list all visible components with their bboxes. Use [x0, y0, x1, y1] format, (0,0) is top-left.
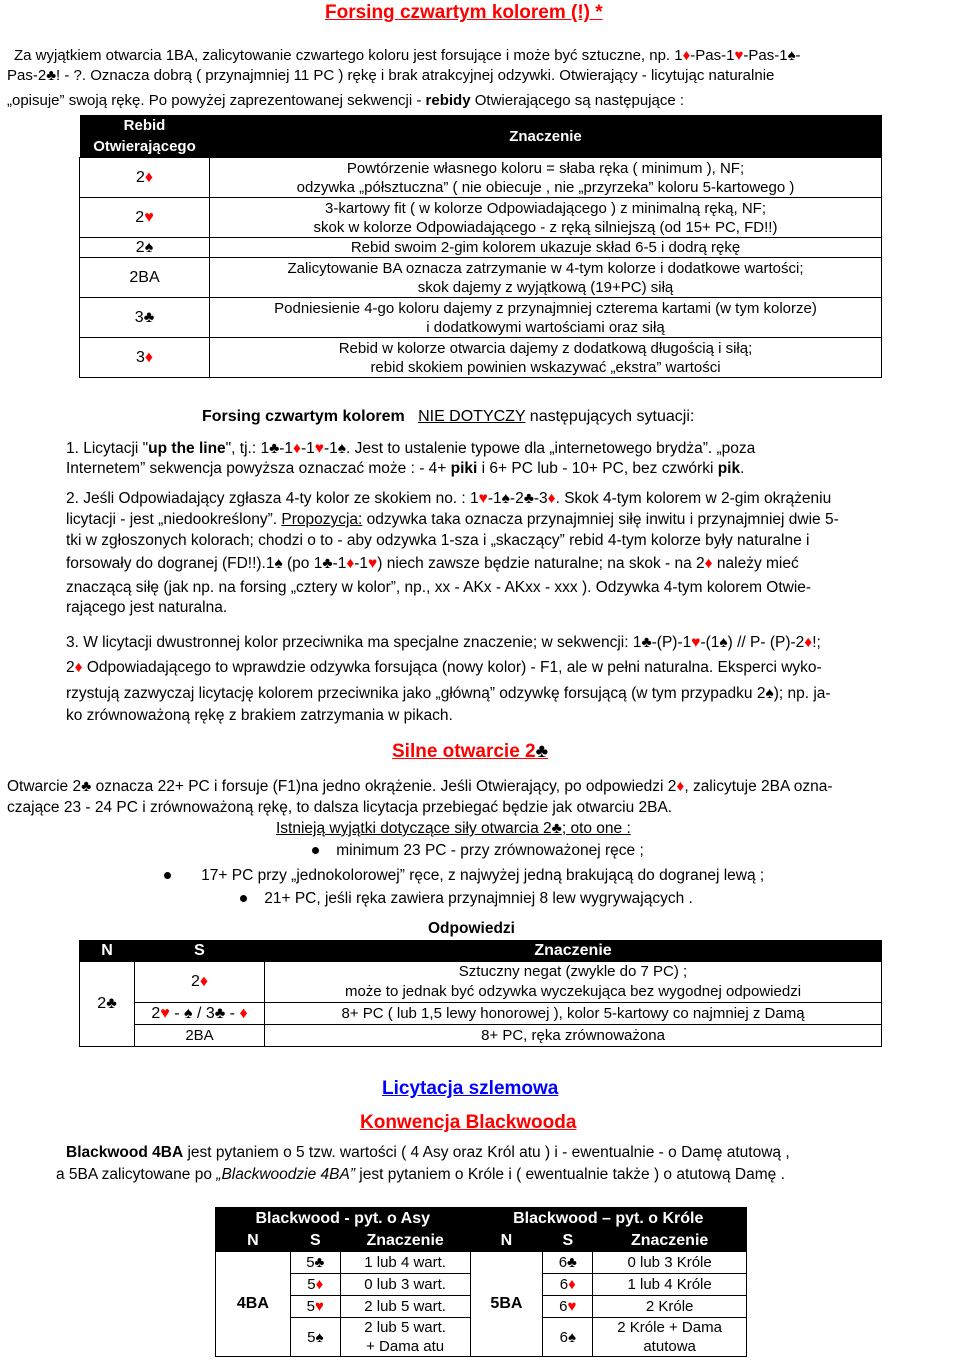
heart-icon: ♥: [567, 1298, 577, 1315]
meaning-header: Znaczenie: [210, 115, 882, 158]
bullet-icon: [164, 872, 171, 879]
spade-icon: ♠: [719, 634, 728, 651]
exception-3-line-4: ko zrównoważoną rękę z brakiem zatrzymania w pikach.: [66, 707, 453, 724]
diamond-icon: ♦: [804, 634, 813, 651]
exception-1-line-2: Internetem” sekwencja powyższa oznaczać może : - 4+ piki i 6+ PC lub - 10+ PC, bez czwórki pik.: [66, 460, 745, 477]
heart-icon: ♥: [160, 1004, 170, 1022]
club-icon: ♣: [551, 820, 562, 837]
diamond-icon: ♦: [676, 778, 685, 795]
bullet-icon: [240, 895, 247, 902]
exceptions-heading: Forsing czwartym kolorem NIE DOTYCZY następujących sytuacji:: [202, 408, 695, 425]
diamond-icon: ♦: [199, 973, 209, 990]
diamond-icon: ♦: [568, 1276, 576, 1293]
diamond-icon: ♦: [547, 490, 556, 507]
spade-icon: ♠: [567, 1328, 576, 1346]
exception-3-line-3: rzystują zazwyczaj licytację kolorem przeciwnika jako „główną” odzywkę forsującą (w tym przypadku 2♠); np. ja-: [66, 685, 831, 702]
blackwood-line-1: Blackwood 4BA jest pytaniem o 5 tzw. wartości ( 4 Asy oraz Król atu ) i - ewentualnie - o Damę atutową ,: [66, 1144, 790, 1161]
table-row: 2♦ Powtórzenie własnego koloru = słaba ręka ( minimum ), NF; odzywka „półsztuczna” ( nie obiecuje , nie „przyrzeka” koloru 5-kartowego ): [80, 158, 882, 198]
club-icon: ♣: [269, 440, 280, 457]
list-item: minimum 23 PC - przy zrównoważonej ręce ;: [312, 842, 644, 860]
spade-icon: ♠: [787, 47, 796, 64]
spade-icon: ♠: [315, 1328, 324, 1346]
table-row: 3♣ Podniesienie 4-go koloru dajemy z przynajmniej czterema kartami (w tym kolorze) i dodatkowymi wartościami oraz siłą: [80, 298, 882, 338]
intro-line-1: Za wyjątkiem otwarcia 1BA, zalicytowanie czwartego koloru jest forsujące i może być sztuczne, np. 1♦-Pas-1♥-Pas-1♠-: [14, 47, 801, 64]
exception-2-line-3: tki w zgłoszonych kolorach; chodzi o to - aby odzywka 1-sza i „skaczący” rebid 4-tym kolorze były naturalne i: [66, 532, 810, 549]
table-row: 2♥ - ♠ / 3♣ - ♦ 8+ PC ( lub 1,5 lewy honorowej ), kolor 5-kartowy co najmniej z Damą: [80, 1003, 882, 1025]
heart-icon: ♥: [691, 634, 701, 651]
list-item: 17+ PC przy „jednokolorowej” ręce, z najwyżej jedną brakującą do dogranej lewą ;: [164, 867, 764, 885]
club-icon: ♣: [143, 309, 155, 326]
exception-2-line-4: forsowały do dogranej (FD!!).1♠ (po 1♣-1♦-1♥) niech zawsze będzie naturalne; na skok - na 2♦ należy mieć: [66, 555, 799, 572]
exception-2-line-5: znaczącą siłę (jak np. na forsing „cztery w kolor”, np., xx - AKx - AKxx - xxx ). Odzywka 4-tym kolorem Otwie-: [66, 579, 812, 596]
club-icon: ♣: [523, 490, 534, 507]
club-icon: ♣: [314, 1254, 325, 1271]
table-row: 2♥ 3-kartowy fit ( w kolorze Odpowiadającego ) z minimalną ręką, NF; skok w kolorze Odpowiadającego - z ręką silniejszą (od 15+ PC, FD!!): [80, 198, 882, 238]
heart-icon: ♥: [144, 209, 154, 226]
diamond-icon: ♦: [682, 47, 691, 64]
rebid-header: Rebid Otwierającego: [80, 115, 210, 158]
club-icon: ♣: [106, 995, 117, 1012]
bullet-icon: [312, 847, 319, 854]
strong-two-exceptions: Istnieją wyjątki dotyczące siły otwarcia 2♣; oto one :: [276, 820, 631, 837]
rebid-table: [79, 115, 882, 378]
list-item: 21+ PC, jeśli ręka zawiera przynajmniej 8 lew wygrywających .: [240, 890, 693, 908]
blackwood-table: Blackwood - pyt. o Asy Blackwood – pyt. o Króle N S Znaczenie N S Znaczenie 4BA 5♣ 1 lub 4 wart. 5BA 6♣ 0 lub 3 Króle 5♦ 0 lub 3 wart. 6♦ 1 lub 4 Króle 5♥ 2 lub 5 wart. 6♥ 2 Króle 5♠ 2 lub 5 wart. + Dama atu 6♠ 2 Króle + Dama atutowa: [215, 1207, 747, 1357]
spade-icon: ♠: [337, 440, 346, 457]
diamond-icon: ♦: [293, 440, 301, 457]
heart-icon: ♥: [368, 555, 378, 572]
table-row: 3♦ Rebid w kolorze otwarcia dajemy z dodatkową długością i siłą; rebid skokiem powinien wskazywać „ekstra” wartości: [80, 338, 882, 378]
diamond-icon: ♦: [315, 1276, 324, 1293]
club-icon: ♣: [567, 1254, 577, 1271]
slam-title: Licytacja szlemowa: [382, 1078, 559, 1099]
blackwood-line-2: a 5BA zalicytowane po „Blackwoodzie 4BA” jest pytaniem o Króle i ( ewentualnie także ) o atutową Damę .: [56, 1166, 785, 1183]
exception-2-line-2: licytacji - jest „niedookreślony”. Propozycja: odzywka taka oznacza przynajmniej siłę inwitu i przynajmniej dwie 5-: [66, 511, 839, 528]
strong-two-line-2: czające 23 - 24 PC i zrównoważoną rękę, to dalsza licytacja przebiegać będzie jak otwarciu 2BA.: [7, 799, 673, 816]
club-icon: ♣: [641, 634, 652, 651]
spade-icon: ♠: [501, 490, 510, 507]
spade-icon: ♠: [184, 1004, 193, 1022]
intro-line-3: „opisuje” swoją rękę. Po powyżej zaprezentowanej sekwencji - rebidy Otwierającego są następujące :: [7, 92, 685, 109]
intro-line-2: Pas-2♣! - ?. Oznacza dobrą ( przynajmniej 11 PC ) rękę i brak atrakcyjnej odzywki. Otwierający - licytując naturalnie: [7, 67, 775, 84]
spade-icon: ♠: [765, 685, 774, 702]
table-row: 2BA Zalicytowanie BA oznacza zatrzymanie w 4-tym kolorze i dodatkowe wartości; skok dajemy z wyjątkową (19+PC) siłą: [80, 258, 882, 298]
club-icon: ♣: [322, 555, 333, 572]
table-row: 2BA 8+ PC, ręka zrównoważona: [80, 1025, 882, 1047]
exception-1-line-1: 1. Licytacji "up the line", tj.: 1♣-1♦-1♥-1♠. Jest to ustalenie typowe dla „internetowego brydża”. „poza: [66, 440, 756, 457]
table-row: 4BA 5♣ 1 lub 4 wart. 5BA 6♣ 0 lub 3 Króle: [216, 1252, 747, 1274]
table-row: 2♣ 2♦ Sztuczny negat (zwykle do 7 PC) ; może to jednak być odzywka wyczekująca bez wygodnej odpowiedzi: [80, 962, 882, 1003]
diamond-icon: ♦: [704, 555, 713, 572]
responses-title: Odpowiedzi: [428, 920, 515, 937]
spade-icon: ♠: [274, 555, 283, 572]
heart-icon: ♥: [314, 440, 324, 457]
diamond-icon: ♦: [144, 349, 154, 366]
club-icon: ♣: [81, 778, 92, 795]
diamond-icon: ♦: [239, 1004, 248, 1022]
table-row: 5♥ 2 lub 5 wart. 6♥ 2 Króle: [216, 1296, 747, 1318]
diamond-icon: ♦: [346, 555, 355, 572]
diamond-icon: ♦: [74, 659, 83, 676]
kings-header: Blackwood – pyt. o Króle: [470, 1208, 746, 1230]
heart-icon: ♥: [315, 1298, 324, 1315]
table-row: 2♠ Rebid swoim 2-gim kolorem ukazuje skład 6-5 i dodrą rękę: [80, 238, 882, 258]
club-icon: ♣: [214, 1004, 226, 1022]
heart-icon: ♥: [734, 47, 744, 64]
table-row: 5♠ 2 lub 5 wart. + Dama atu 6♠ 2 Króle + Dama atutowa: [216, 1318, 747, 1357]
page-title: Forsing czwartym kolorem (!) *: [325, 2, 603, 23]
aces-header: Blackwood - pyt. o Asy: [216, 1208, 471, 1230]
exception-2-line-6: rającego jest naturalna.: [66, 599, 228, 616]
strong-two-line-1: Otwarcie 2♣ oznacza 22+ PC i forsuje (F1)na jedno okrążenie. Jeśli Otwierający, po odpowiedzi 2♦, zalicytuje 2BA ozna-: [7, 778, 833, 795]
club-icon: ♣: [46, 67, 57, 84]
strong-two-title: Silne otwarcie 2♣: [392, 741, 549, 762]
diamond-icon: ♦: [144, 169, 154, 186]
spade-icon: ♠: [144, 239, 154, 256]
responses-table: N S Znaczenie 2♣ 2♦ Sztuczny negat (zwykle do 7 PC) ; może to jednak być odzywka wyczekująca bez wygodnej odpowiedzi 2♥ - ♠ / 3♣ - ♦ 8+ PC ( lub 1,5 lewy honorowej ), kolor 5-kartowy co najmniej z Damą 2BA 8+ PC, ręka zrównoważona: [79, 940, 882, 1047]
blackwood-title: Konwencja Blackwooda: [360, 1112, 577, 1133]
heart-icon: ♥: [478, 490, 488, 507]
club-icon: ♣: [535, 741, 549, 762]
exception-3-line-1: 3. W licytacji dwustronnej kolor przeciwnika ma specjalne znaczenie; w sekwencji: 1♣-(P)-1♥-(1♠) // P- (P)-2♦!;: [66, 634, 821, 651]
table-row: 5♦ 0 lub 3 wart. 6♦ 1 lub 4 Króle: [216, 1274, 747, 1296]
exception-2-line-1: 2. Jeśli Odpowiadający zgłasza 4-ty kolor ze skokiem no. : 1♥-1♠-2♣-3♦. Skok 4-tym kolorem w 2-gim okrążeniu: [66, 490, 832, 507]
exception-3-line-2: 2♦ Odpowiadającego to wprawdzie odzywka forsująca (nowy kolor) - F1, ale w pełni naturalna. Eksperci wyko-: [66, 659, 822, 676]
